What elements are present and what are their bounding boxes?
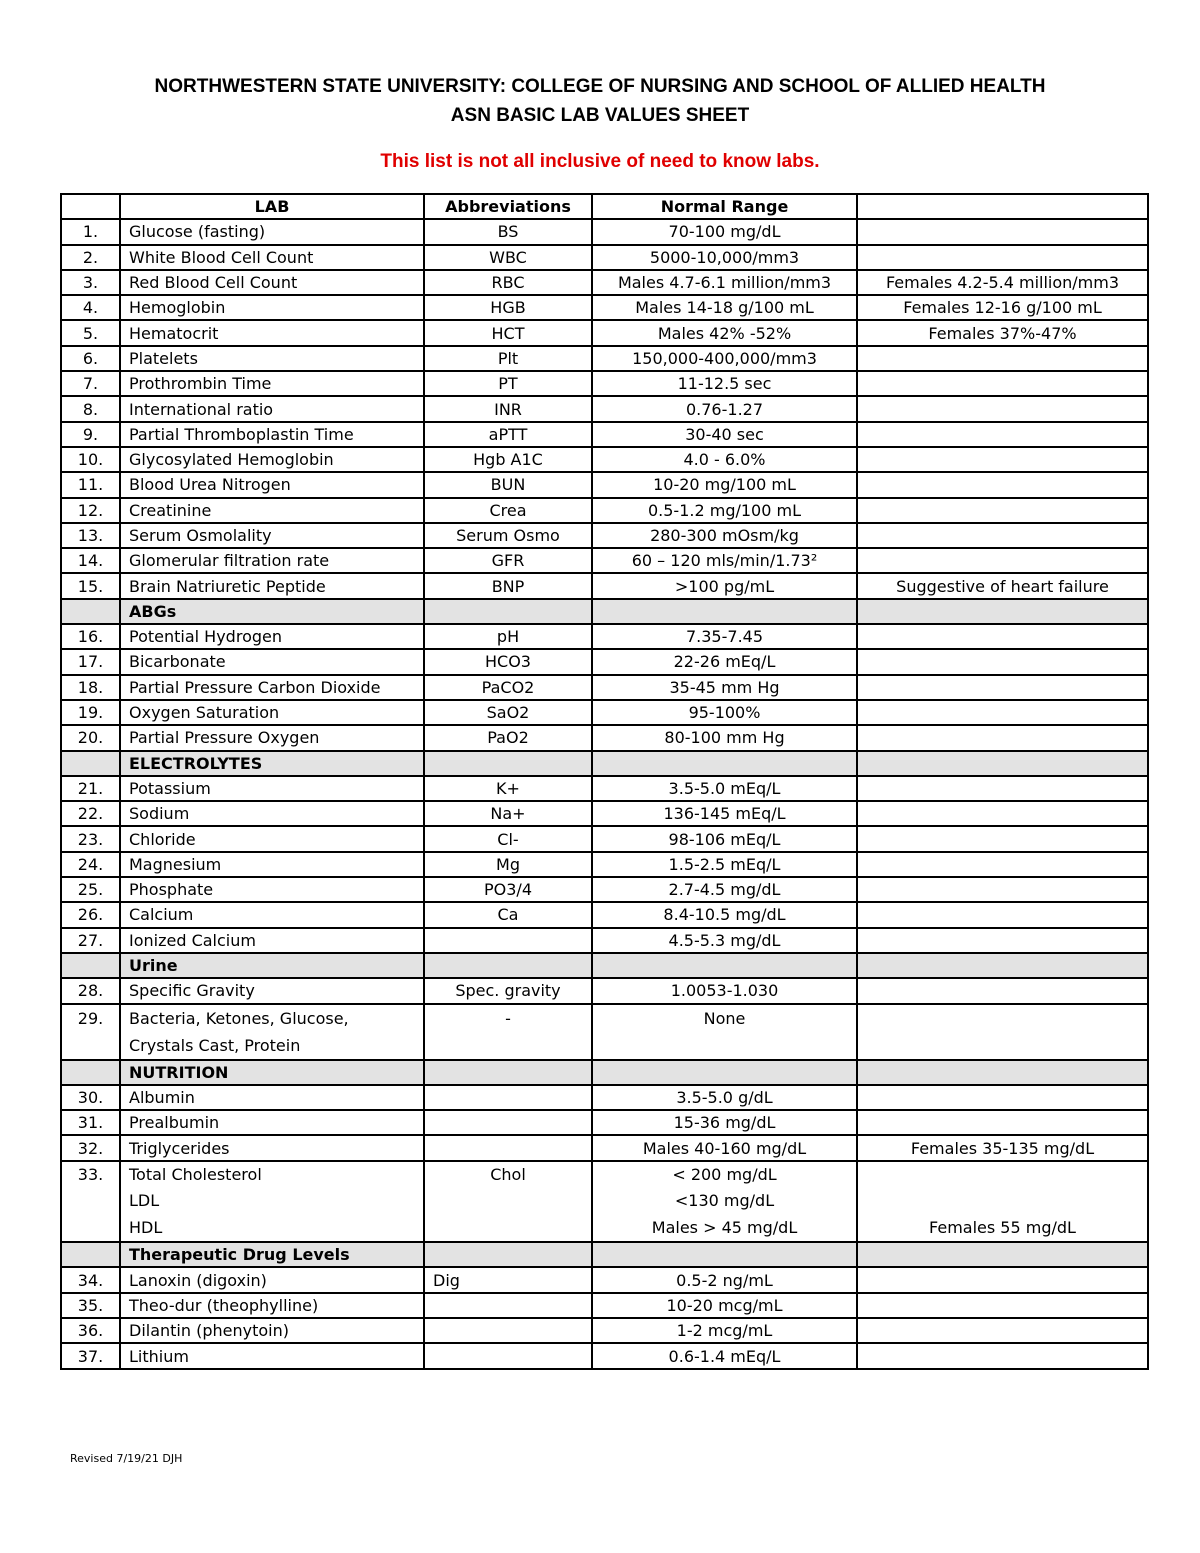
table-row (61, 422, 1148, 447)
row-number: 7. (61, 371, 120, 396)
row-number: 28. (61, 978, 120, 1003)
row-number: 16. (61, 624, 120, 649)
row-number: 10. (61, 447, 120, 472)
extra-note (857, 725, 1148, 750)
table-row (61, 675, 1148, 700)
extra-note (857, 371, 1148, 396)
table-row (61, 447, 1148, 472)
lab-abbreviation: aPTT (424, 422, 592, 447)
lab-name: International ratio (120, 396, 424, 421)
extra-note (857, 523, 1148, 548)
normal-range: 4.5-5.3 mg/dL (592, 928, 857, 953)
lab-abbreviation: PT (424, 371, 592, 396)
lab-name: Ionized Calcium (120, 928, 424, 953)
extra-note: Females 37%-47% (857, 320, 1148, 345)
lab-abbreviation: - (424, 1004, 592, 1060)
lab-name: Serum Osmolality (120, 523, 424, 548)
section-blank (592, 599, 857, 624)
normal-range: >100 pg/mL (592, 573, 857, 598)
section-blank (61, 1060, 120, 1085)
normal-range: 80-100 mm Hg (592, 725, 857, 750)
header-cell-extra (857, 194, 1148, 219)
extra-note (857, 447, 1148, 472)
row-number: 20. (61, 725, 120, 750)
section-urine (61, 953, 1148, 978)
table-row (61, 396, 1148, 421)
table-row (61, 523, 1148, 548)
lab-abbreviation: Serum Osmo (424, 523, 592, 548)
lab-name: Glycosylated Hemoglobin (120, 447, 424, 472)
lab-name-line: Crystals Cast, Protein (129, 1035, 301, 1055)
section-blank (592, 1060, 857, 1085)
lab-name: Lithium (120, 1343, 424, 1368)
section-blank (857, 953, 1148, 978)
normal-range: 60 – 120 mls/min/1.73² (592, 548, 857, 573)
lab-abbreviation: BS (424, 219, 592, 244)
section-blank (61, 953, 120, 978)
table-row (61, 270, 1148, 295)
lab-abbreviation (424, 928, 592, 953)
header-cell-abbreviations: Abbreviations (424, 194, 592, 219)
row-number: 15. (61, 573, 120, 598)
lab-abbreviation (424, 1343, 592, 1368)
lab-name: Blood Urea Nitrogen (120, 472, 424, 497)
revised-note: Revised 7/19/21 DJH (70, 1452, 183, 1465)
extra-note (857, 1110, 1148, 1135)
lab-abbreviation: BUN (424, 472, 592, 497)
lab-name: Dilantin (phenytoin) (120, 1318, 424, 1343)
row-number: 32. (61, 1135, 120, 1160)
extra-note (857, 902, 1148, 927)
extra-note (857, 245, 1148, 270)
row-number: 2. (61, 245, 120, 270)
extra-note (857, 1293, 1148, 1318)
table-row (61, 295, 1148, 320)
table-row (61, 1293, 1148, 1318)
lab-abbreviation: WBC (424, 245, 592, 270)
row-number: 24. (61, 852, 120, 877)
normal-range: 35-45 mm Hg (592, 675, 857, 700)
lab-name: Bicarbonate (120, 649, 424, 674)
table-row (61, 1004, 1148, 1060)
lab-name: Glucose (fasting) (120, 219, 424, 244)
row-number: 36. (61, 1318, 120, 1343)
extra-note (857, 219, 1148, 244)
extra-note (857, 978, 1148, 1003)
extra-note (857, 776, 1148, 801)
lab-abbreviation: Hgb A1C (424, 447, 592, 472)
normal-range: 22-26 mEq/L (592, 649, 857, 674)
lab-abbreviation: K+ (424, 776, 592, 801)
lab-abbreviation: Crea (424, 498, 592, 523)
section-blank (424, 1242, 592, 1267)
table-row (61, 776, 1148, 801)
normal-range: 5000-10,000/mm3 (592, 245, 857, 270)
section-label: ABGs (120, 599, 424, 624)
normal-range: 2.7-4.5 mg/dL (592, 877, 857, 902)
table-row (61, 700, 1148, 725)
row-number: 8. (61, 396, 120, 421)
extra-note: Females 35-135 mg/dL (857, 1135, 1148, 1160)
row-number: 26. (61, 902, 120, 927)
row-number: 23. (61, 826, 120, 851)
section-abgs (61, 599, 1148, 624)
table-row (61, 902, 1148, 927)
lab-abbreviation: Chol (424, 1161, 592, 1243)
lab-abbreviation: PO3/4 (424, 877, 592, 902)
row-number: 1. (61, 219, 120, 244)
normal-range: 280-300 mOsm/kg (592, 523, 857, 548)
section-label: NUTRITION (120, 1060, 424, 1085)
section-blank (857, 599, 1148, 624)
lab-name: Hematocrit (120, 320, 424, 345)
lab-name: Chloride (120, 826, 424, 851)
lab-abbreviation: BNP (424, 573, 592, 598)
lab-name: Brain Natriuretic Peptide (120, 573, 424, 598)
extra-note (857, 1318, 1148, 1343)
lab-name: Lanoxin (digoxin) (120, 1267, 424, 1292)
lab-name: Phosphate (120, 877, 424, 902)
lab-abbreviation: INR (424, 396, 592, 421)
lab-abbreviation: Cl- (424, 826, 592, 851)
lab-name: White Blood Cell Count (120, 245, 424, 270)
extra-note (857, 852, 1148, 877)
lab-name: Partial Pressure Carbon Dioxide (120, 675, 424, 700)
lab-abbreviation: PaCO2 (424, 675, 592, 700)
table-row (61, 219, 1148, 244)
lab-name: Potential Hydrogen (120, 624, 424, 649)
section-electrolytes (61, 751, 1148, 776)
extra-note (857, 877, 1148, 902)
normal-range: 10-20 mg/100 mL (592, 472, 857, 497)
lab-name: Potassium (120, 776, 424, 801)
extra-note: Females 4.2-5.4 million/mm3 (857, 270, 1148, 295)
table-row (61, 573, 1148, 598)
normal-range: 8.4-10.5 mg/dL (592, 902, 857, 927)
page-title: NORTHWESTERN STATE UNIVERSITY: COLLEGE OF NURSING AND SCHOOL OF ALLIED HEALTH (154, 76, 1046, 97)
row-number: 3. (61, 270, 120, 295)
row-number: 5. (61, 320, 120, 345)
extra-note (857, 346, 1148, 371)
lab-name: Partial Pressure Oxygen (120, 725, 424, 750)
row-number: 11. (61, 472, 120, 497)
lab-abbreviation: Dig (424, 1267, 592, 1292)
table-row (61, 1343, 1148, 1368)
lab-abbreviation: pH (424, 624, 592, 649)
extra-note (857, 801, 1148, 826)
extra-note (857, 472, 1148, 497)
extra-note (857, 624, 1148, 649)
extra-note (857, 1004, 1148, 1060)
section-blank (424, 599, 592, 624)
lab-name: Theo-dur (theophylline) (120, 1293, 424, 1318)
extra-note (857, 548, 1148, 573)
lab-name: Hemoglobin (120, 295, 424, 320)
extra-note (857, 1267, 1148, 1292)
normal-range: 30-40 sec (592, 422, 857, 447)
normal-range: Males 4.7-6.1 million/mm3 (592, 270, 857, 295)
lab-name-line: Bacteria, Ketones, Glucose, (129, 1008, 349, 1028)
row-number: 33. (61, 1161, 120, 1243)
lab-name: Platelets (120, 346, 424, 371)
table-row (61, 928, 1148, 953)
lab-name: Glomerular filtration rate (120, 548, 424, 573)
extra-note (857, 649, 1148, 674)
row-number: 29. (61, 1004, 120, 1060)
table-row (61, 852, 1148, 877)
extra-note (857, 396, 1148, 421)
row-number: 22. (61, 801, 120, 826)
extra-note (857, 928, 1148, 953)
section-therapeutic-drug-levels (61, 1242, 1148, 1267)
lab-name: Triglycerides (120, 1135, 424, 1160)
lab-abbreviation: HGB (424, 295, 592, 320)
lab-abbreviation: HCT (424, 320, 592, 345)
section-blank (424, 953, 592, 978)
table-row (61, 624, 1148, 649)
section-blank (424, 751, 592, 776)
extra-note (857, 675, 1148, 700)
notice-text: This list is not all inclusive of need to know labs. (380, 151, 820, 172)
lab-name: Creatinine (120, 498, 424, 523)
extra-note (857, 1085, 1148, 1110)
normal-range: 3.5-5.0 g/dL (592, 1085, 857, 1110)
section-label: ELECTROLYTES (120, 751, 424, 776)
lab-abbreviation (424, 1135, 592, 1160)
table-row (61, 826, 1148, 851)
table-row (61, 801, 1148, 826)
normal-range: 0.5-2 ng/mL (592, 1267, 857, 1292)
row-number: 35. (61, 1293, 120, 1318)
section-label: Therapeutic Drug Levels (120, 1242, 424, 1267)
section-blank (61, 599, 120, 624)
extra-note: Suggestive of heart failure (857, 573, 1148, 598)
lab-name: Partial Thromboplastin Time (120, 422, 424, 447)
lab-name-line: Total Cholesterol (129, 1164, 262, 1184)
table-row (61, 245, 1148, 270)
lab-abbreviation: SaO2 (424, 700, 592, 725)
row-number: 37. (61, 1343, 120, 1368)
table-row (61, 649, 1148, 674)
section-blank (592, 1242, 857, 1267)
extra-note (857, 1343, 1148, 1368)
lab-name: Prealbumin (120, 1110, 424, 1135)
table-row (61, 346, 1148, 371)
table-row (61, 498, 1148, 523)
extra-note: Females 12-16 g/100 mL (857, 295, 1148, 320)
normal-range: 0.5-1.2 mg/100 mL (592, 498, 857, 523)
row-number: 17. (61, 649, 120, 674)
table-row (61, 1110, 1148, 1135)
section-label: Urine (120, 953, 424, 978)
section-blank (857, 1242, 1148, 1267)
lab-name-line: HDL (129, 1217, 163, 1237)
normal-range-line: Males > 45 mg/dL (651, 1217, 798, 1237)
table-row (61, 472, 1148, 497)
table-row (61, 320, 1148, 345)
table-row (61, 1267, 1148, 1292)
section-blank (61, 751, 120, 776)
normal-range: 70-100 mg/dL (592, 219, 857, 244)
normal-range: Males 40-160 mg/dL (592, 1135, 857, 1160)
normal-range: 150,000-400,000/mm3 (592, 346, 857, 371)
lab-name: Magnesium (120, 852, 424, 877)
lab-abbreviation (424, 1318, 592, 1343)
lab-name: Red Blood Cell Count (120, 270, 424, 295)
lab-abbreviation: Spec. gravity (424, 978, 592, 1003)
lab-name: Sodium (120, 801, 424, 826)
extra-note (857, 700, 1148, 725)
normal-range: 95-100% (592, 700, 857, 725)
lab-name: Specific Gravity (120, 978, 424, 1003)
table-row (61, 1318, 1148, 1343)
normal-range: 7.35-7.45 (592, 624, 857, 649)
lab-abbreviation: Mg (424, 852, 592, 877)
section-blank (424, 1060, 592, 1085)
row-number: 14. (61, 548, 120, 573)
normal-range: 3.5-5.0 mEq/L (592, 776, 857, 801)
row-number: 6. (61, 346, 120, 371)
row-number: 19. (61, 700, 120, 725)
extra-note (857, 826, 1148, 851)
row-number: 27. (61, 928, 120, 953)
lab-abbreviation (424, 1085, 592, 1110)
lab-abbreviation (424, 1293, 592, 1318)
normal-range: 98-106 mEq/L (592, 826, 857, 851)
normal-range: 10-20 mcg/mL (592, 1293, 857, 1318)
normal-range: 11-12.5 sec (592, 371, 857, 396)
lab-name: Prothrombin Time (120, 371, 424, 396)
table-row (61, 1085, 1148, 1110)
section-blank (592, 953, 857, 978)
row-number: 4. (61, 295, 120, 320)
table-header-row (61, 194, 1148, 219)
normal-range: 15-36 mg/dL (592, 1110, 857, 1135)
normal-range (592, 1161, 857, 1243)
table-row (61, 978, 1148, 1003)
extra-note: Females 55 mg/dL (857, 1161, 1148, 1243)
extra-note (857, 498, 1148, 523)
normal-range-line: <130 mg/dL (674, 1191, 775, 1211)
section-blank (857, 751, 1148, 776)
extra-note (857, 422, 1148, 447)
lab-name: Oxygen Saturation (120, 700, 424, 725)
lab-name-line: LDL (129, 1191, 160, 1211)
row-number: 21. (61, 776, 120, 801)
section-blank (61, 1242, 120, 1267)
lab-abbreviation: Plt (424, 346, 592, 371)
normal-range: Males 14-18 g/100 mL (592, 295, 857, 320)
section-blank (592, 751, 857, 776)
row-number: 18. (61, 675, 120, 700)
normal-range: 0.6-1.4 mEq/L (592, 1343, 857, 1368)
section-nutrition (61, 1060, 1148, 1085)
row-number: 9. (61, 422, 120, 447)
lab-values-table (60, 193, 1149, 1370)
lab-abbreviation: Na+ (424, 801, 592, 826)
normal-range: Males 42% -52% (592, 320, 857, 345)
normal-range: 136-145 mEq/L (592, 801, 857, 826)
normal-range: 1.5-2.5 mEq/L (592, 852, 857, 877)
table-row (61, 548, 1148, 573)
lab-name: Calcium (120, 902, 424, 927)
lab-abbreviation: GFR (424, 548, 592, 573)
lab-name (120, 1004, 424, 1060)
lab-abbreviation: Ca (424, 902, 592, 927)
lab-abbreviation: RBC (424, 270, 592, 295)
table-row (61, 371, 1148, 396)
table-row (61, 1135, 1148, 1160)
table-row (61, 725, 1148, 750)
header-cell-lab: LAB (120, 194, 424, 219)
normal-range: 4.0 - 6.0% (592, 447, 857, 472)
lab-abbreviation (424, 1110, 592, 1135)
lab-abbreviation: PaO2 (424, 725, 592, 750)
lab-values-body (61, 194, 1148, 1369)
normal-range: None (592, 1004, 857, 1060)
page-subtitle: ASN BASIC LAB VALUES SHEET (450, 105, 750, 126)
lab-name: Albumin (120, 1085, 424, 1110)
row-number: 31. (61, 1110, 120, 1135)
normal-range: 1-2 mcg/mL (592, 1318, 857, 1343)
table-row (61, 1161, 1148, 1243)
row-number: 30. (61, 1085, 120, 1110)
normal-range: 0.76-1.27 (592, 396, 857, 421)
normal-range-line: < 200 mg/dL (672, 1164, 777, 1184)
row-number: 25. (61, 877, 120, 902)
lab-name (120, 1161, 424, 1243)
normal-range: 1.0053-1.030 (592, 978, 857, 1003)
section-blank (857, 1060, 1148, 1085)
row-number: 13. (61, 523, 120, 548)
lab-abbreviation: HCO3 (424, 649, 592, 674)
header-cell-normal-range: Normal Range (592, 194, 857, 219)
row-number: 34. (61, 1267, 120, 1292)
header-cell-num (61, 194, 120, 219)
row-number: 12. (61, 498, 120, 523)
table-row (61, 877, 1148, 902)
